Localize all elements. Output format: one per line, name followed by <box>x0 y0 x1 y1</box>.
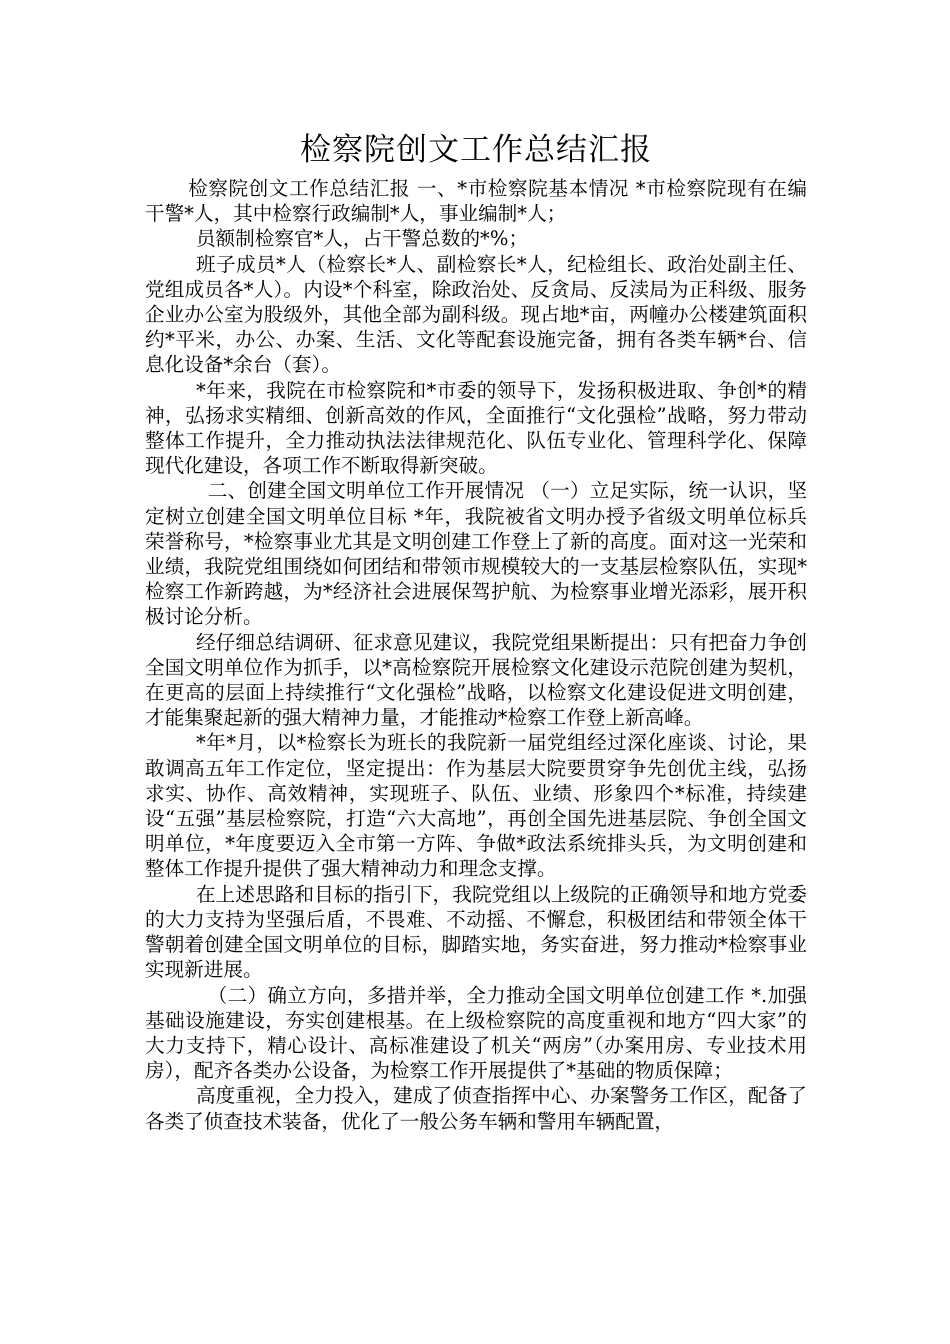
paragraph-intro: 检察院创文工作总结汇报 一、*市检察院基本情况 *市检察院现有在编干警*人，其中检察行政编制*人，事业编制*人； <box>145 177 807 226</box>
paragraph-new-party-group: *年*月，以*检察长为班长的我院新一届党组经过深化座谈、讨论，果敢调高五年工作定位，坚定提出：作为基层大院要贯穿争先创优主线，弘扬求实、协作、高效精神，实现班子、队伍、业绩、形象四个*标准，持续建设“五强”基层检察院，打造“六大高地”，再创全国先进基层院、争创全国文明单位，*年度要迈入全市第一方阵、争做*政法系统排头兵，为文明创建和整体工作提升提供了强大精神动力和理念支撑。 <box>145 731 807 881</box>
paragraph-guidance: 在上述思路和目标的指引下，我院党组以上级院的正确领导和地方党委的大力支持为坚强后盾，不畏难、不动摇、不懈怠，积极团结和带领全体干警朝着创建全国文明单位的目标，脚踏实地，务实奋进，努力推动*检察事业实现新进展。 <box>145 882 807 982</box>
paragraph-achievements: *年来，我院在市检察院和*市委的领导下，发扬积极进取、争创*的精神，弘扬求实精细、创新高效的作风，全面推行“文化强检”战略，努力带动整体工作提升，全力推动执法法律规范化、队伍专业化、管理科学化、保障现代化建设，各项工作不断取得新突破。 <box>145 378 807 478</box>
document-title: 检察院创文工作总结汇报 <box>300 132 652 168</box>
paragraph-prosecutors: 员额制检察官*人，占干警总数的*%； <box>195 227 529 251</box>
paragraph-subsection-two: （二）确立方向，多措并举，全力推动全国文明单位创建工作 *.加强基础设施建设，夯实创建根基。在上级检察院的高度重视和地方“四大家”的大力支持下，精心设计、高标准建设了机关“两房”（办案用房、专业技术用房），配齐各类办公设备，为检察工作开展提供了*基础的物质保障； <box>145 983 807 1083</box>
paragraph-section-two: 二、创建全国文明单位工作开展情况 （一）立足实际，统一认识，坚定树立创建全国文明单位目标 *年，我院被省文明办授予省级文明单位标兵荣誉称号，*检察事业尤其是文明创建工作登上了新的高度。面对这一光荣和业绩，我院党组围绕如何团结和带领市规模较大的一支基层检察队伍，实现*检察工作新跨越，为*经济社会进展保驾护航、为检察事业增光添彩，展开积极讨论分析。 <box>145 479 807 629</box>
paragraph-investment: 高度重视，全力投入，建成了侦查指挥中心、办案警务工作区，配备了各类了侦查技术装备，优化了一般公务车辆和警用车辆配置， <box>145 1084 807 1133</box>
paragraph-research: 经仔细总结调研、征求意见建议，我院党组果断提出：只有把奋力争创全国文明单位作为抓手，以*高检察院开展检察文化建设示范院创建为契机，在更高的层面上持续推行“文化强检”战略，以检察文化建设促进文明创建，才能集聚起新的强大精神力量，才能推动*检察工作登上新高峰。 <box>145 630 807 730</box>
document-page <box>145 130 807 1134</box>
paragraph-leadership: 班子成员*人（检察长*人、副检察长*人，纪检组长、政治处副主任、党组成员各*人）。内设*个科室，除政治处、反贪局、反渎局为正科级、服务企业办公室为股级外，其他全部为副科级。现占地*亩，两幢办公楼建筑面积约*平米，办公、办案、生活、文化等配套设施完备，拥有各类车辆*台、信息化设备*余台（套）。 <box>145 252 807 377</box>
